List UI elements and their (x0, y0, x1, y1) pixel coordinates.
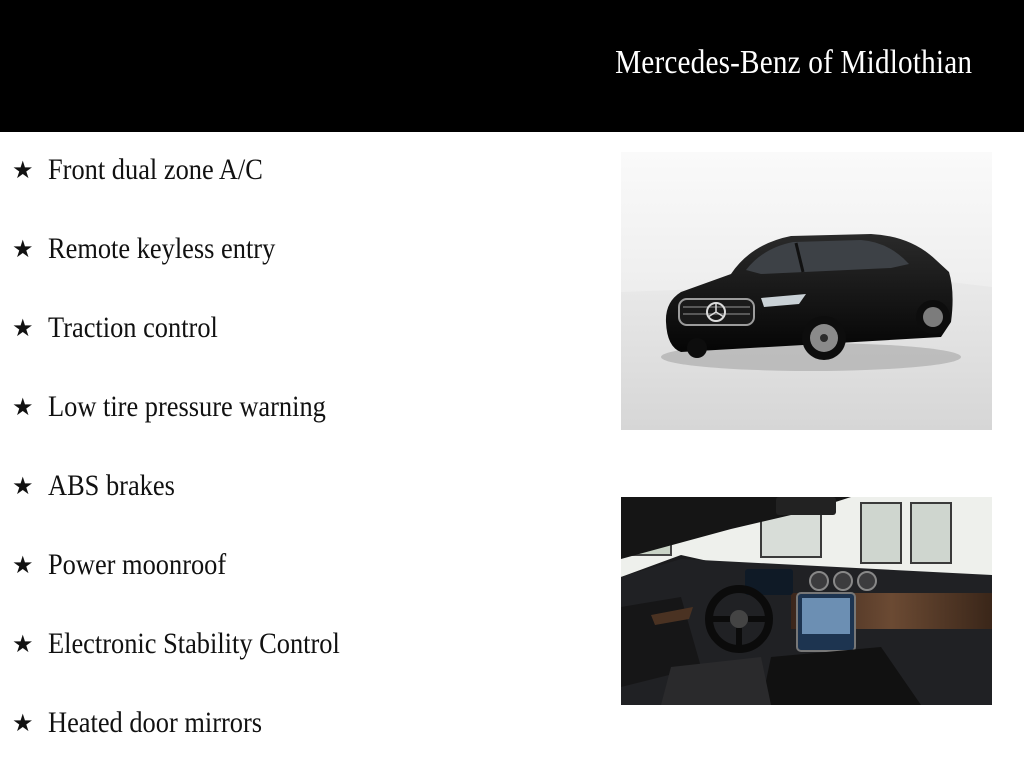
star-icon: ★ (12, 314, 34, 342)
feature-item (12, 229, 380, 308)
feature-item (12, 703, 380, 782)
feature-label: Remote keyless entry (48, 232, 276, 265)
feature-label: ABS brakes (48, 469, 175, 502)
feature-item (12, 545, 380, 624)
star-icon: ★ (12, 393, 34, 421)
feature-item (12, 150, 380, 229)
star-icon: ★ (12, 235, 34, 263)
header-bar (0, 0, 1024, 132)
feature-label: Heated door mirrors (48, 706, 263, 739)
feature-list (12, 150, 380, 782)
star-icon: ★ (12, 156, 34, 184)
star-icon: ★ (12, 709, 34, 737)
feature-label: Traction control (48, 311, 218, 344)
dealer-name: Mercedes-Benz of Midlothian (614, 44, 972, 81)
feature-label: Electronic Stability Control (48, 627, 340, 660)
feature-label: Front dual zone A/C (48, 153, 263, 186)
feature-item (12, 387, 380, 466)
star-icon: ★ (12, 551, 34, 579)
star-icon: ★ (12, 630, 34, 658)
star-icon: ★ (12, 472, 34, 500)
feature-item (12, 466, 380, 545)
feature-label: Power moonroof (48, 548, 227, 581)
feature-item (12, 308, 380, 387)
feature-item (12, 624, 380, 703)
interior-dashboard-photo (621, 497, 992, 705)
feature-label: Low tire pressure warning (48, 390, 326, 423)
exterior-car-photo (621, 152, 992, 430)
